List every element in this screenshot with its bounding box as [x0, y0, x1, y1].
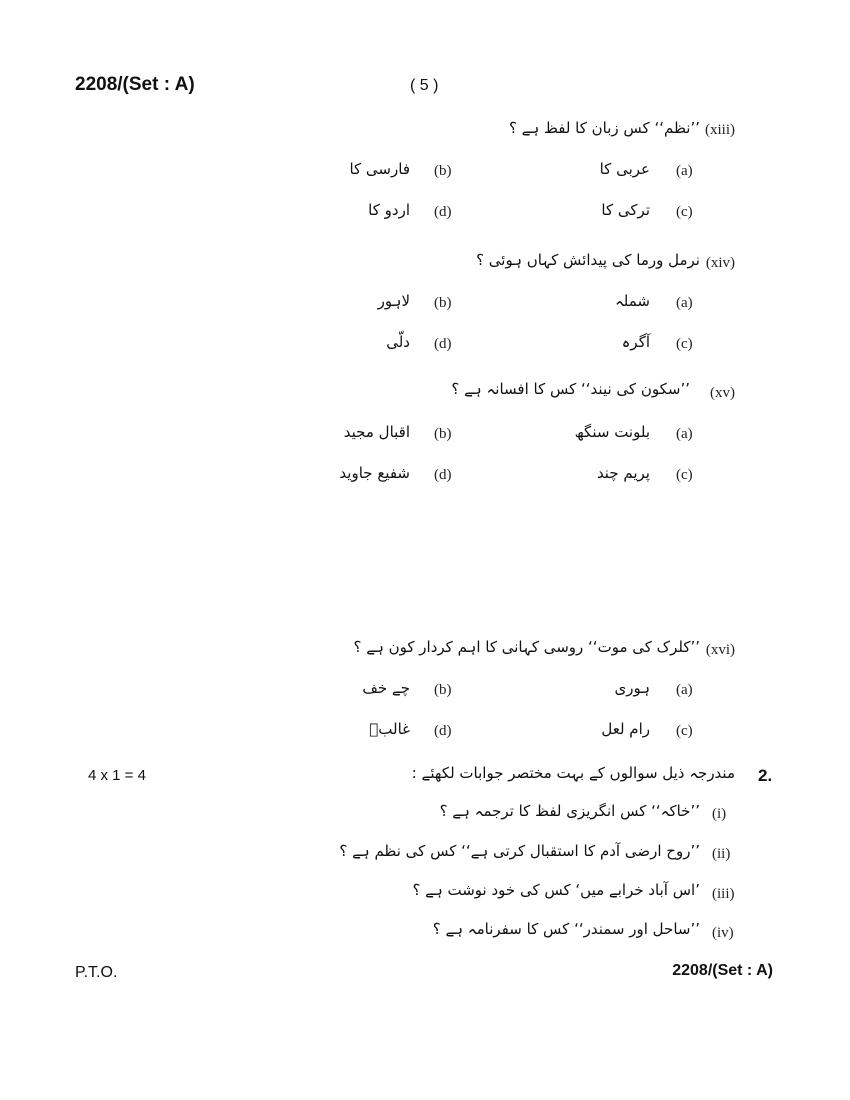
sub-question-text: ’’روح ارضی آدم کا استقبال کرتی ہے‘‘ کس کی نظم ہے ؟ [339, 842, 700, 860]
section-instruction: مندرجہ ذیل سوالوں کے بہت مختصر جوابات لکھئے : [411, 764, 735, 782]
sub-question-text: ’’خاکہ‘‘ کس انگریزی لفظ کا ترجمہ ہے ؟ [439, 802, 700, 820]
sub-question-text: ’’ساحل اور سمندر‘‘ کس کا سفرنامہ ہے ؟ [432, 920, 700, 938]
option-label: (b) [434, 426, 452, 442]
option-text: شملہ [615, 292, 650, 310]
option-label: (b) [434, 295, 452, 311]
question-text: ’’سکون کی نیند‘‘ کس کا افسانہ ہے ؟ [451, 380, 690, 398]
option-label: (c) [676, 204, 693, 220]
question-number: (xiii) [705, 122, 735, 138]
option-text: عربی کا [599, 160, 650, 178]
option-text: دلّی [386, 333, 410, 351]
option-label: (b) [434, 163, 452, 179]
option-text: ہوری [614, 679, 650, 697]
option-text: ترکی کا [601, 201, 650, 219]
sub-question-label: (iv) [712, 925, 734, 941]
sub-question-label: (i) [712, 806, 727, 822]
option-label: (c) [676, 336, 693, 352]
option-text: شفیع جاوید [339, 464, 410, 482]
option-text: رام لعل [601, 720, 650, 738]
option-label: (a) [676, 682, 693, 698]
section-number: 2. [758, 766, 773, 785]
question-number: (xvi) [705, 642, 735, 658]
pto-label: P.T.O. [75, 964, 118, 981]
option-label: (c) [676, 467, 693, 483]
option-text: پریم چند [596, 464, 650, 482]
option-text: فارسی کا [349, 160, 410, 178]
question-number: (xiv) [705, 255, 735, 271]
paper-code: 2208/(Set : A) [75, 74, 195, 95]
option-label: (a) [676, 426, 693, 442]
option-text: غالبؔ [369, 720, 410, 738]
option-label: (a) [676, 163, 693, 179]
option-text: اقبال مجید [343, 423, 410, 441]
question-text: ’’کلرک کی موت‘‘ روسی کہانی کا اہم کردار کون ہے ؟ [353, 638, 700, 656]
option-label: (d) [434, 336, 452, 352]
option-label: (c) [676, 723, 693, 739]
option-text: چے خف [362, 679, 410, 697]
option-label: (a) [676, 295, 693, 311]
option-text: آگرہ [621, 333, 650, 351]
page-number: ( 5 ) [410, 77, 439, 94]
question-number: (xv) [710, 385, 735, 401]
sub-question-label: (iii) [712, 886, 735, 902]
option-label: (d) [434, 723, 452, 739]
footer-paper-code: 2208/(Set : A) [672, 962, 773, 979]
option-text: اردو کا [368, 201, 410, 219]
question-text: ’’نظم‘‘ کس زبان کا لفظ ہے ؟ [508, 119, 700, 137]
option-label: (d) [434, 204, 452, 220]
option-label: (b) [434, 682, 452, 698]
sub-question-text: ’اس آباد خرابے میں‘ کس کی خود نوشت ہے ؟ [412, 881, 700, 899]
sub-question-label: (ii) [712, 846, 731, 862]
option-text: لاہور [377, 292, 410, 310]
question-text: نرمل ورما کی پیدائش کہاں ہوئی ؟ [476, 251, 700, 269]
option-text: بلونت سنگھ [574, 423, 650, 441]
option-label: (d) [434, 467, 452, 483]
marks-allocation: 4 x 1 = 4 [88, 767, 146, 784]
